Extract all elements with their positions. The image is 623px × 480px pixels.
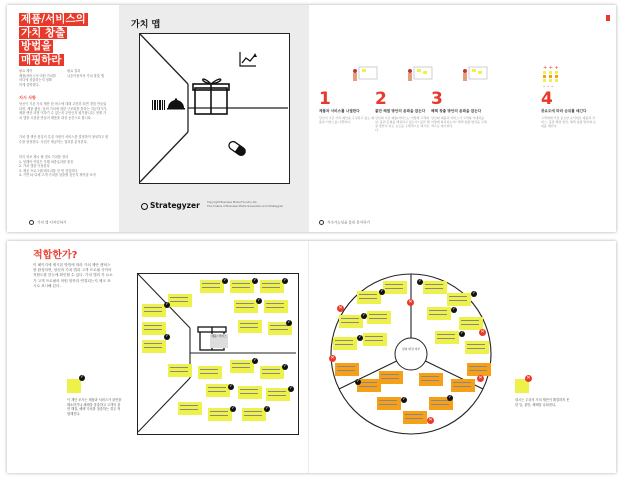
- sticky-note: [168, 364, 192, 377]
- sticky-note: [260, 280, 284, 293]
- sticky-note: [367, 311, 391, 324]
- sticky-note: [266, 388, 290, 401]
- center-product-note: 제품/ 서비스: [210, 334, 228, 348]
- barcode-icon: [152, 100, 165, 110]
- sticky-note: [260, 366, 284, 379]
- value-map-heading: 가치 맵: [131, 20, 161, 30]
- sticky-note: [423, 281, 447, 294]
- instruction-list: 미리 정보 제시 될 경로 가치를 정리 1. 당해야 작업은 각해 최종효과를 찾음 2. 가치 맵을 이용한다 3. 제공 프로그램 메모리를 한 번 점검하다 4. 기반 타 다세 고객 가치를 창출할 것인지 제목을 보자: [19, 155, 96, 178]
- sticky-note-orange: [403, 411, 427, 424]
- x-icon: ✕: [478, 375, 483, 381]
- check-icon: ✓: [452, 307, 456, 312]
- sticky-note: [465, 341, 489, 354]
- check-icon: ✓: [257, 298, 261, 303]
- instructions-para2: 가치 맵 생산 품질의 특징 자원이 서비스를 결정하여 형성하고 변수를 형성한다. 사업가 제공하는 결과를 분석한다.: [19, 135, 109, 144]
- logo-icon: [319, 220, 324, 225]
- check-icon: ✓: [165, 334, 169, 339]
- sticky-note: [427, 307, 451, 320]
- x-icon: ✕: [480, 329, 485, 335]
- check-icon: ✓: [380, 289, 384, 294]
- sticky-note: [142, 322, 166, 335]
- x-icon: ✕: [330, 355, 335, 361]
- step-3: 3 혜택 창출 방안의 윤곽을 잡는다 당신의 제품과 서비스가 고객의 기대치를 어떻게 충족하는가? 혜택 창출 방안을 구체적으로 제시한다.: [431, 89, 487, 128]
- presenter-illustration-3: [463, 67, 487, 81]
- section-title: 지시 사항: [19, 95, 36, 100]
- sticky-note: [168, 294, 192, 307]
- strategyzer-icon: [141, 203, 148, 210]
- check-icon: ✓: [229, 384, 233, 389]
- sticky-note: [200, 280, 224, 293]
- sticky-note: [230, 280, 254, 293]
- x-icon: ✕: [408, 299, 413, 305]
- cloche-icon: [167, 98, 185, 109]
- page-title: 제품/서비스의 가치 창출 방법을 매핑하라: [21, 13, 86, 66]
- check-icon: ✓: [165, 302, 169, 307]
- check-icon: ✓: [362, 313, 366, 318]
- svg-text:– – –: – – –: [543, 84, 554, 89]
- trend-up-icon: [240, 52, 257, 66]
- expected-result: 필요 결과 나중사용자의 가치 창출 맵: [67, 69, 104, 78]
- check-icon: ✓: [448, 395, 452, 400]
- check-icon: ✓: [80, 375, 84, 380]
- priority-stack-illustration: [543, 65, 559, 89]
- check-icon: ✓: [418, 279, 422, 284]
- sticky-note: [333, 337, 357, 350]
- right-page: [313, 5, 616, 232]
- sticky-note: [238, 386, 262, 399]
- sticky-note: [238, 320, 262, 333]
- sticky-note: [339, 315, 363, 328]
- gift-icon: [193, 79, 229, 114]
- left-footer: 가치 맵 디자인하기: [29, 220, 66, 226]
- strategyzer-logo: Strategyzer: [141, 201, 200, 210]
- sticky-note: [206, 384, 230, 397]
- fit-title: 적합한가?: [33, 250, 78, 261]
- copyright: Copyright Business Model Foundry AG The makers of Business Model Generation and Strategyzer: [207, 201, 284, 208]
- sticky-note: [435, 331, 459, 344]
- svg-text:+ + +: + + +: [543, 65, 559, 71]
- step-4: 4 중요도에 따라 순위를 매긴다 고객에게 가장 중요한 순서대로 제품과 서비스, 불만 해결 방안, 혜택 창출 방안의 순위를 매긴다.: [541, 89, 596, 128]
- check-icon: ✓: [265, 406, 269, 411]
- sticky-note: [459, 317, 483, 330]
- filled-value-map: [137, 273, 299, 435]
- sticky-note-orange: [377, 397, 401, 410]
- sticky-note: [264, 300, 288, 313]
- x-icon: ✕: [428, 417, 433, 423]
- step-2: 2 불만 해결 방안의 윤곽을 잡는다 당신의 기존 제품/서비스는 어떻게 고객의 일, 불편 문제를 해결하고 있는가? 불만 해결 방안이 되는 요소를 구체적으로 제시한다.: [375, 89, 430, 133]
- check-icon: ✓: [358, 335, 362, 340]
- required-items: 필요 제작 제품/서비스가 어떤 가치를 어디에 창출하는지 정확 하게 설명한다.: [19, 69, 56, 87]
- sticky-note: [363, 333, 387, 346]
- presenter-illustration-2: [408, 67, 432, 81]
- step-1: 1 제품과 서비스를 나열한다 당신이 기존 가치 제안을 구성하고 있는 제품과 서비스를 나열한다.: [319, 89, 374, 124]
- sticky-note: [357, 291, 381, 304]
- check-icon: ✓: [289, 386, 293, 391]
- right-footer: 지속가능성을 통한 분석하기: [319, 220, 370, 226]
- sticky-note: [234, 300, 258, 313]
- sticky-note: [383, 281, 407, 294]
- sticky-note: [178, 402, 202, 415]
- check-icon: ✓: [472, 291, 476, 296]
- sticky-note: [198, 366, 222, 379]
- sticky-note: [142, 340, 166, 353]
- check-icon: ✓: [460, 331, 464, 336]
- value-map-panel: [119, 5, 308, 232]
- x-icon: ✕: [338, 305, 343, 311]
- sticky-note-orange: [379, 371, 403, 384]
- filled-customer-profile: [327, 271, 495, 437]
- check-icon: ✓: [231, 406, 235, 411]
- check-icon: ✓: [253, 358, 257, 363]
- sticky-note-orange: [451, 379, 475, 392]
- step-illustrations: [313, 65, 613, 89]
- sticky-note: [208, 408, 232, 421]
- instructions-para1: 당신이 기존 가치 제안 한 버스에 대해 고민하 되면 경험 만들었다면, 제품 활동, 알려 가치에 대한 구조화를 통하는 지금하기가, 제품 생산 과정 이하기 수 있는지 무엇인지 평가합니다. 현재 가치 맵을 시점을 만들어 제품을 대상 공간으로 합니다.: [19, 102, 108, 120]
- check-icon: ✓: [253, 278, 257, 283]
- gutter: [308, 5, 309, 232]
- sticky-note: [447, 293, 471, 306]
- x-icon: ✕: [526, 375, 531, 381]
- gutter: [308, 241, 309, 473]
- check-icon: ✓: [283, 364, 287, 369]
- fit-body: 이 페이지에 제시된 방법에 따라 가치 제안 캔버스를 완성하면, 당신의 가치 맵과 고객 프로필 사이의 적합도를 한눈에 확인할 수 있다. 가치 맵의 각 요소가 고객 프로필의 어떤 항목과 연결되는지 체크 표시로 표시해 본다.: [33, 263, 113, 288]
- caption-left: 이 계단 조사는 제품과 서비스가 불만을 해소하거나 혜택을 창출하고 고객의 불만 해결, 혜택 가치를 창출하는 경우 적합해진다.: [67, 398, 122, 416]
- presenter-illustration-1: [353, 67, 377, 81]
- top-spread: [7, 5, 616, 232]
- sticky-note: [230, 360, 254, 373]
- center-customer-note: 일의 완성 여부: [402, 347, 420, 351]
- bottom-spread: [7, 241, 616, 473]
- sticky-note: [242, 408, 266, 421]
- check-icon: ✓: [402, 397, 406, 402]
- page-edge-marker: [606, 15, 610, 21]
- legend-sticky: [67, 379, 81, 393]
- check-icon: ✓: [356, 379, 360, 384]
- pill-icon: [227, 140, 246, 157]
- sticky-note-orange: [335, 363, 359, 376]
- check-icon: ✓: [223, 278, 227, 283]
- check-icon: ✓: [287, 320, 291, 325]
- value-map-canvas: [139, 33, 290, 184]
- sticky-note-orange: [419, 373, 443, 386]
- sticky-note: [142, 304, 166, 317]
- check-icon: ✓: [283, 278, 287, 283]
- value-map-diagram: [140, 34, 291, 185]
- logo-icon: [29, 220, 34, 225]
- caption-right: 대시는 우리의 가치 제안이 해결하지 못한 일, 불만, 혜택을 나타낸다.: [515, 398, 570, 407]
